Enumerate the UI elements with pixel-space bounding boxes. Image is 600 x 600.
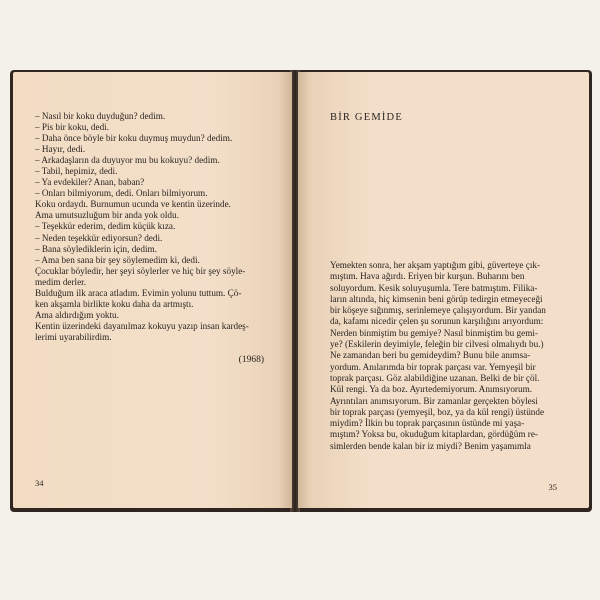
text-line: Kentin üzerindeki dayanılmaz kokuyu yazıp insan kardeş- bbox=[35, 320, 249, 331]
chapter-title: BİR GEMİDE bbox=[330, 112, 403, 123]
left-page bbox=[13, 72, 292, 508]
page-number-right: 35 bbox=[548, 482, 557, 492]
text-line: yordum. Anılarımda bir toprak parçası var. Yemyeşil bir bbox=[330, 361, 536, 372]
text-line: – Pis bir koku, dedi. bbox=[35, 122, 110, 133]
text-line: – Onları bilmiyorum, dedi. Onları bilmiyorum. bbox=[35, 188, 208, 199]
text-line: bir köşeye sığınmış, serinlemeye çalışıyordum. Bir yandan bbox=[330, 305, 546, 316]
text-line: Koku ordaydı. Burnumun ucunda ve kentin üzerinde. bbox=[35, 199, 231, 210]
text-line: – Ya evdekiler? Anan, baban? bbox=[35, 177, 145, 188]
text-line: – Daha önce böyle bir koku duymuş muydun? dedim. bbox=[35, 133, 233, 144]
text-line: miydim? İlkin bu toprak parçasının üstünde mi yaşa- bbox=[330, 418, 525, 429]
text-line: Ne zamandan beri bu gemideydim? Bunu bile anımsa- bbox=[330, 350, 531, 361]
text-line: Ama aldırdığım yoktu. bbox=[35, 309, 119, 320]
text-line: ken akşamla birlikte koku daha da artmıştı. bbox=[35, 298, 194, 309]
right-page bbox=[298, 72, 589, 508]
text-line: soluyordum. Kesik soluyuşumla. Tere batmıştım. Filika- bbox=[330, 282, 538, 293]
text-line: Çocuklar böyledir, her şeyi söylerler ve hiç bir şey söyle- bbox=[35, 265, 246, 276]
text-line: – Bana söylediklerin için, dedim. bbox=[35, 243, 157, 254]
story-date: (1968) bbox=[238, 355, 264, 365]
text-line: – Arkadaşların da duyuyor mu bu kokuyu? dedim. bbox=[35, 155, 220, 166]
text-line: – Nasıl bir koku duyduğun? dedim. bbox=[35, 111, 166, 121]
text-line: Bulduğum ilk araca atladım. Evimin yolunu tuttum. Çö- bbox=[35, 287, 242, 298]
text-line: ların altında, hiç kimsenin beni görüp tedirgin etmeyeceği bbox=[330, 293, 543, 304]
text-line: ye? (Eskilerin deyimiyle, feleğin bir cilvesi olmalıydı bu.) bbox=[330, 339, 544, 350]
text-line: Ama umutsuzluğum bir anda yok oldu. bbox=[35, 210, 179, 221]
text-line: – Hayır, dedi. bbox=[35, 144, 86, 155]
text-line: lerimi uyarabilirdim. bbox=[35, 331, 112, 342]
text-line: mıştım. Hava ağırdı. Eriyen bir kurşun. Buharını ben bbox=[330, 271, 525, 282]
text-line: – Neden teşekkür ediyorsun? dedi. bbox=[35, 232, 163, 243]
left-page-text bbox=[35, 111, 283, 343]
text-line: da, kafamı nicedir çelen şu sorunun karşılığını arıyordum: bbox=[330, 316, 544, 327]
page-number-left: 34 bbox=[35, 478, 44, 488]
right-page-text bbox=[330, 260, 578, 452]
text-line: Kül rengi. Ya da boz. Ayırtedemiyorum. Anımsıyorum. bbox=[330, 384, 533, 395]
text-line: Yemekten sonra, her akşam yaptığım gibi, güverteye çık- bbox=[330, 260, 541, 270]
text-line: bir toprak parçası (yemyeşil, boz, ya da kül rengi) üstünde bbox=[330, 406, 545, 417]
text-line: medim derler. bbox=[35, 276, 87, 287]
text-line: toprak parçası. Göz alabildiğine uzanan. Belki de bir çöl. bbox=[330, 372, 540, 383]
text-line: Nerden binmiştim bu gemiye? Nasıl binmiştim bu gemi- bbox=[330, 327, 538, 338]
text-line: mıştım? Yoksa bu, okuduğum kitaplardan, gördüğüm re- bbox=[330, 429, 538, 440]
text-line: Ayrıntıları anımsıyorum. Bir zamanlar gerçekten böylesi bbox=[330, 395, 538, 406]
text-line: – Ama ben sana bir şey söylemedim ki, dedi. bbox=[35, 254, 200, 265]
text-line: simlerden bende kalan bir iz miydi? Benim yaşamımla bbox=[330, 440, 531, 451]
text-line: – Tabil, hepimiz, dedi. bbox=[35, 166, 118, 177]
text-line: – Teşekkür ederim, dedim küçük kıza. bbox=[35, 221, 176, 232]
